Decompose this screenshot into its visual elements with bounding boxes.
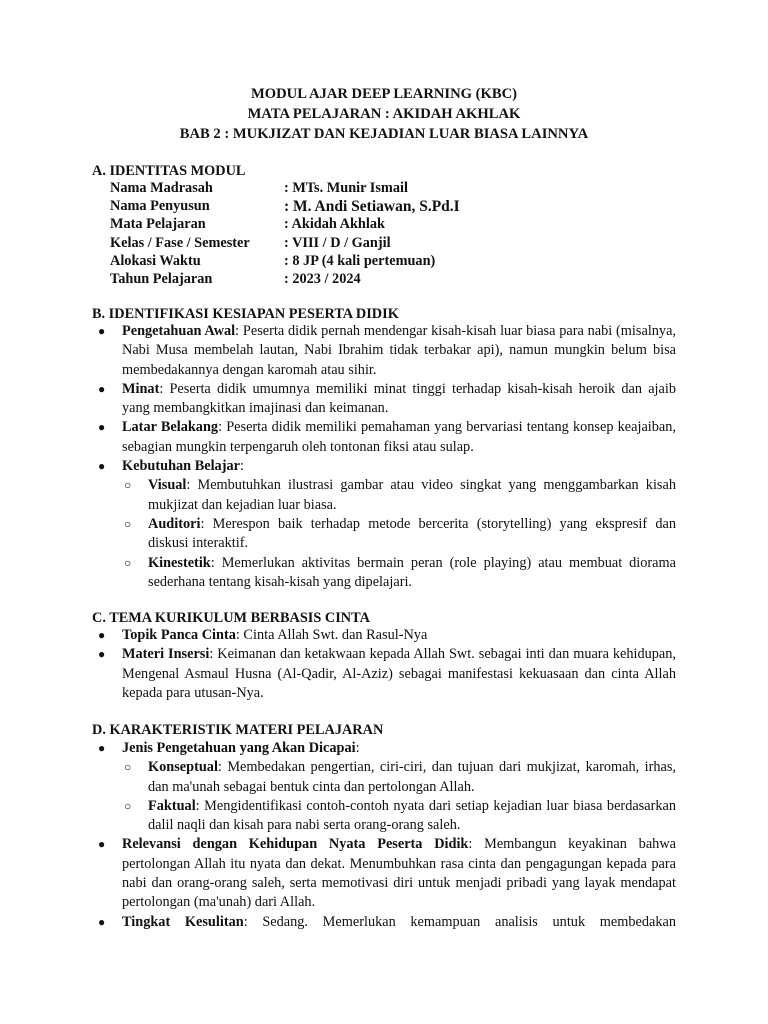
identity-value: : M. Andi Setiawan, S.Pd.I (284, 198, 460, 216)
section-a-heading: A. IDENTITAS MODUL (92, 163, 246, 179)
hollow-bullet-icon: ○ (124, 798, 132, 813)
item-term: Latar Belakang (122, 419, 219, 436)
title-line-1: MODUL AJAR DEEP LEARNING (KBC) (251, 86, 517, 102)
item-term: Visual (148, 477, 187, 494)
title-line-2: MATA PELAJARAN : AKIDAH AKHLAK (247, 106, 521, 122)
list-item (92, 322, 676, 380)
item-term: Kebutuhan Belajar (122, 458, 240, 475)
item-term: Pengetahuan Awal (122, 323, 236, 339)
bullet-icon: ● (98, 741, 106, 755)
identity-value: : VIII / D / Ganjil (284, 234, 391, 251)
item-term: Relevansi dengan Kehidupan Nyata Peserta Didik (122, 836, 469, 853)
identity-label: Kelas / Fase / Semester (110, 234, 250, 251)
identity-value: : 8 JP (4 kali pertemuan) (284, 252, 436, 269)
document-title (0, 84, 768, 144)
item-term: Faktual (148, 797, 196, 814)
bullet-icon: ● (98, 837, 106, 852)
hollow-bullet-icon: ○ (124, 760, 132, 775)
item-text: : Mengidentifikasi contoh-contoh nyata dari setiap kejadian luar biasa berdasarkan dalil naqli dan kisah para nabi serta orang-orang saleh. (148, 797, 676, 834)
list-item (92, 626, 676, 645)
section-d-list (92, 739, 676, 932)
item-text: : Membedakan pengertian, ciri-ciri, dan tujuan dari mukjizat, karomah, irhas, dan ma'unah sebagai bentuk cinta dan pertolongan Allah. (148, 759, 676, 795)
identity-label: Nama Madrasah (110, 180, 213, 196)
hollow-bullet-icon: ○ (124, 555, 132, 570)
identity-label: Nama Penyusun (110, 198, 210, 215)
item-term: Minat (122, 380, 160, 397)
list-item (92, 380, 676, 419)
bullet-icon: ● (98, 459, 106, 474)
bullet-icon: ● (98, 628, 106, 642)
item-text: : Keimanan dan ketakwaan kepada Allah Swt. sebagai inti dan muara kehidupan, Mengenal Asmaul Husna (Al-Qadir, Al-Aziz) sebagai manifestasi kekuasaan dan cinta Allah kepada para utusan-Nya. (122, 646, 676, 701)
item-text: : Peserta didik pernah mendengar kisah-kisah luar biasa para nabi (misalnya, Nabi Musa membelah lautan, Nabi Ibrahim tidak terbakar api), namun mungkin belum bisa membedakannya dengan karomah atau sihir. (122, 323, 677, 378)
item-term: Auditori (148, 515, 201, 532)
item-text: : Peserta didik umumnya memiliki minat tinggi terhadap kisah-kisah heroik dan ajaib yang membangkitkan imajinasi dan keimanan. (122, 380, 676, 417)
bullet-icon: ● (98, 914, 106, 929)
identity-label: Mata Pelajaran (110, 216, 206, 233)
item-text: : Cinta Allah Swt. dan Rasul-Nya (235, 627, 428, 643)
list-item (92, 457, 676, 476)
item-text: : (239, 458, 244, 475)
hollow-bullet-icon: ○ (124, 516, 132, 531)
identity-label: Alokasi Waktu (110, 252, 201, 269)
sub-list-item (92, 758, 676, 797)
section-c-heading: C. TEMA KURIKULUM BERBASIS CINTA (92, 610, 370, 626)
title-line-3: BAB 2 : MUKJIZAT DAN KEJADIAN LUAR BIASA LAINNYA (179, 126, 589, 142)
sub-list-item (92, 515, 676, 554)
sub-list-item (92, 554, 676, 593)
item-term: Tingkat Kesulitan (122, 913, 244, 930)
bullet-icon: ● (98, 324, 106, 338)
identity-label: Tahun Pelajaran (110, 270, 213, 287)
item-text: : Peserta didik memiliki pemahaman yang bervariasi tentang konsep keajaiban, sebagian mungkin terpengaruh oleh tontonan fiksi atau sulap. (122, 419, 676, 455)
item-term: Konseptual (148, 759, 218, 776)
list-item (92, 739, 676, 758)
list-item (92, 913, 676, 932)
item-text: : (355, 740, 360, 756)
list-item (92, 835, 676, 912)
list-item (92, 645, 676, 703)
section-b-list (92, 322, 676, 592)
item-term: Topik Panca Cinta (122, 627, 236, 643)
item-term: Kinestetik (148, 554, 211, 571)
identity-value: : Akidah Akhlak (284, 216, 385, 233)
sub-list-item (92, 476, 676, 515)
item-text: : Merespon baik terhadap metode bercerita (storytelling) yang ekspresif dan diskusi interaktif. (148, 515, 676, 552)
item-term: Jenis Pengetahuan yang Akan Dicapai (122, 740, 356, 756)
sub-list-item (92, 797, 676, 836)
bullet-icon: ● (98, 381, 106, 396)
item-text: : Sedang. Memerlukan kemampuan analisis untuk membedakan (243, 913, 676, 930)
list-item (92, 418, 676, 457)
item-term: Materi Insersi (122, 646, 210, 663)
identity-value: : MTs. Munir Ismail (284, 180, 408, 196)
item-text: : Memerlukan aktivitas bermain peran (role playing) atau membuat diorama sederhana tentang kisah-kisah yang dipelajari. (148, 554, 676, 590)
section-c-list (92, 626, 676, 703)
item-text: : Membutuhkan ilustrasi gambar atau video singkat yang menggambarkan kisah mukjizat dan kejadian luar biasa. (148, 477, 676, 513)
item-text: : Membangun keyakinan bahwa pertolongan Allah itu nyata dan dekat. Menumbuhkan rasa cinta dan pengagungan kepada para nabi dan orang-orang saleh, serta memotivasi diri untuk menjadi pribadi yang layak mendapat pertolongan (ma'unah) dari Allah. (122, 836, 676, 911)
bullet-icon: ● (98, 647, 106, 662)
hollow-bullet-icon: ○ (124, 478, 132, 493)
section-b-heading: B. IDENTIFIKASI KESIAPAN PESERTA DIDIK (92, 306, 399, 322)
section-d-heading: D. KARAKTERISTIK MATERI PELAJARAN (92, 722, 384, 738)
identity-value: : 2023 / 2024 (284, 270, 361, 287)
bullet-icon: ● (98, 420, 106, 435)
